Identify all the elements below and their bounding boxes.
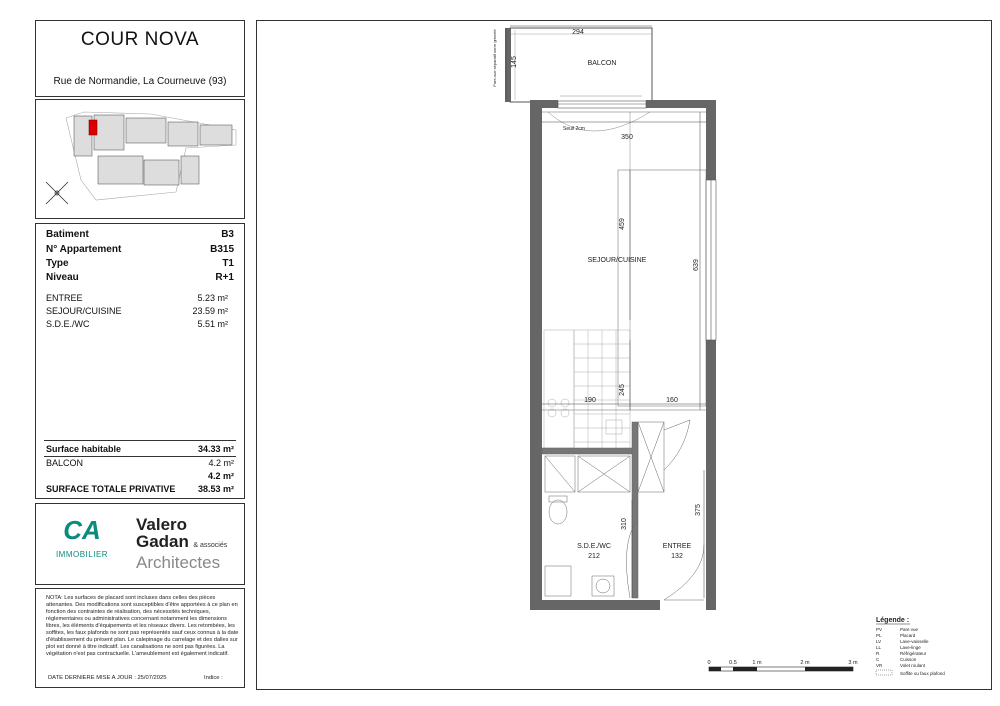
legend-label: Cuisson	[900, 657, 917, 662]
dim-350: 350	[621, 134, 633, 141]
dim-310: 310	[621, 518, 628, 530]
bathroom	[542, 422, 638, 598]
update-date: DATE DERNIERE MISE A JOUR : 25/07/2025	[48, 675, 167, 681]
seuil-label: Seuil 2cm	[563, 126, 585, 132]
valero-gadan-logo: Valero Gadan & associés Architectes	[136, 515, 228, 572]
dim-190: 190	[584, 397, 596, 404]
room-label-balcon: BALCON	[587, 60, 617, 67]
info-row-appartement: N° Appartement B315	[46, 244, 234, 255]
dim-160: 160	[666, 397, 678, 404]
scale-label: 0.5	[729, 660, 737, 666]
legend-label: Réfrigérateur	[900, 651, 927, 656]
info-row-niveau: Niveau R+1	[46, 272, 234, 283]
room-row-sejour: SEJOUR/CUISINE 23.59 m²	[46, 306, 228, 316]
kitchen-counter	[544, 330, 630, 450]
legend-code: VR	[876, 663, 883, 668]
room-row-sde: S.D.E./WC 5.51 m²	[46, 319, 228, 329]
legend-label: Volet roulant	[900, 663, 926, 668]
legend-code: C	[876, 657, 880, 662]
legend-title: Légende :	[876, 617, 910, 624]
info-row-type: Type T1	[46, 258, 234, 269]
legend-label: Placard	[900, 633, 916, 638]
dim-375: 375	[695, 504, 702, 516]
legend-label: Lave-linge	[900, 645, 921, 650]
indice-label: Indice :	[204, 675, 223, 681]
surface-totale-row: SURFACE TOTALE PRIVATIVE 38.53 m²	[46, 484, 234, 494]
soffite-swatch	[876, 670, 892, 675]
legend-code: PV	[876, 627, 883, 632]
surface-habitable-row: Surface habitable 34.33 m²	[46, 444, 234, 454]
room-label-entree: ENTREE	[662, 543, 692, 550]
dim-132: 132	[671, 553, 683, 560]
legend-label: Pare vue	[900, 627, 919, 632]
scale-label: 3 m	[848, 660, 858, 666]
balcon-total-row: 4.2 m²	[207, 471, 234, 481]
dim-294: 294	[572, 29, 584, 36]
dim-212: 212	[588, 553, 600, 560]
legend-label: Lave-vaisselle	[900, 639, 929, 644]
pare-vue-label: Pare-vue séparatif verre grenelé	[492, 29, 497, 87]
exterior-walls	[530, 100, 716, 610]
scale-label: 0	[707, 660, 711, 666]
legend-soffite: Soffite ou faux plafond	[900, 671, 945, 676]
project-address: Rue de Normandie, La Courneuve (93)	[53, 76, 227, 87]
balcon-row: BALCON 4.2 m²	[46, 458, 234, 468]
dim-459: 459	[619, 218, 626, 230]
legend	[876, 617, 945, 676]
scale-bar	[707, 660, 858, 671]
scale-label: 2 m	[800, 660, 810, 666]
dim-145: 145	[511, 56, 518, 68]
legend-code: PL	[876, 633, 882, 638]
room-label-sde: S.D.E./WC	[577, 543, 611, 550]
scale-label: 1 m	[752, 660, 762, 666]
room-label-sejour: SEJOUR/CUISINE	[587, 257, 647, 264]
legend-code: LV	[876, 639, 882, 644]
project-title: COUR NOVA	[80, 29, 200, 50]
credit-agricole-logo: CA IMMOBILIER	[55, 515, 109, 559]
room-row-entree: ENTREE 5.23 m²	[46, 293, 228, 303]
info-row-batiment: Batiment B3	[46, 229, 234, 240]
note-text: NOTA: Les surfaces de placard sont incluses dans celles des pièces attenantes. Des modifications sont susceptibles d'être apportées à ce plan en fonction des contraintes de réalisation, des nécessités techniques, réglementaires ou administratives concernant notamment les dimensions libres, les éléments d'équipements et les réseaux divers. Les retombées, les soffites, les faux plafonds ne sont pas représentés sauf ceux connus à la date d'établissement du présent plan. Le calepinage du carrelage et des dalles sur plot est donné à titre indicatif. Les canalisations ne sont pas figurées. La végétation n'est pas contractuelle. L'ameublement est également indicatif.	[46, 595, 239, 657]
balcony	[505, 28, 652, 102]
dim-245: 245	[619, 384, 626, 396]
legend-code: LL	[876, 645, 882, 650]
legend-code: R	[876, 651, 880, 656]
dim-639: 639	[693, 259, 700, 271]
